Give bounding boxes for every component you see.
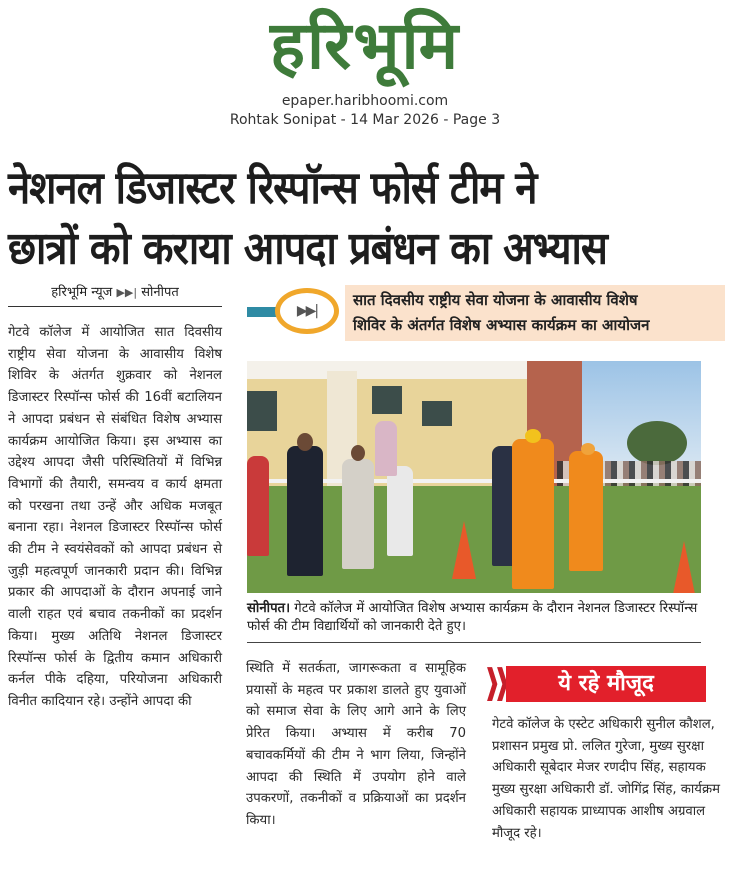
photo-helmet xyxy=(581,443,595,455)
photo-person xyxy=(375,421,397,476)
photo-window xyxy=(247,391,277,431)
headline-line-2: छात्रों को कराया आपदा प्रबंधन का अभ्यास xyxy=(8,222,607,275)
byline xyxy=(8,284,222,307)
photo-person xyxy=(287,446,323,576)
photo-helmet xyxy=(525,429,541,443)
double-chevron-icon: ⟫ xyxy=(484,661,502,705)
fast-forward-icon: ▶▶| xyxy=(116,286,138,299)
photo-person-head xyxy=(297,433,313,451)
photo-caption xyxy=(247,600,701,643)
subheadline-text xyxy=(345,285,725,341)
photo-person xyxy=(387,466,413,556)
photo-traffic-cone xyxy=(452,521,476,579)
article-headline xyxy=(8,158,722,279)
photo-person xyxy=(247,456,269,556)
caption-text: गेटवे कॉलेज में आयोजित विशेष अभ्यास कार्यक्रम के दौरान नेशनल डिजास्टर रिस्पॉन्स फोर्स की टीम विद्यार्थियों को जानकारी देते हुए। xyxy=(247,601,698,634)
byline-source: हरिभूमि न्यूज xyxy=(51,285,113,300)
masthead xyxy=(0,0,730,135)
fast-forward-icon: ▶▶| xyxy=(275,288,339,334)
photo-person xyxy=(342,459,374,569)
subheadline-line-2: शिविर के अंतर्गत विशेष अभ्यास कार्यक्रम का आयोजन xyxy=(353,316,650,334)
photo-tree xyxy=(627,421,687,465)
present-list-text: गेटवे कॉलेज के एस्टेट अधिकारी सुनील कौशल, प्रशासन प्रमुख प्रो. ललित गुरेजा, मुख्य सुरक्षा अधिकारी सूबेदार मेजर रणदीप सिंह, सहायक मुख्य सुरक्षा अधिकारी डॉ. जोगिंद्र सिंह, कार्यक्रम अधिकारी सहायक प्राध्यापक आशीष अग्रवाल मौजूद रहे। xyxy=(492,717,720,841)
photo-ndrf-member xyxy=(512,439,554,589)
photo-window xyxy=(372,386,402,414)
present-header xyxy=(484,662,724,706)
present-title: ये रहे मौजूद xyxy=(506,666,706,702)
article-column-1: गेटवे कॉलेज में आयोजित सात दिवसीय राष्ट्रीय सेवा योजना के आवासीय विशेष शिविर के अंतर्गत शुक्रवार को नेशनल डिजास्टर रिस्पॉन्स फोर्स की 16वीं बटालियन ने आपदा प्रबंधन से संबंधित विशेष अभ्यास कार्यक्रम आयोजित किया। इस अभ्यास का उद्देश्य आपदा जैसी परिस्थितियों में विभिन्न विभागों की तैयारी, समन्वय व कार्य क्षमता को परखना तथा उन्हें और अधिक मजबूत बनाना रहा। नेशनल डिजास्टर रिस्पॉन्स फोर्स की टीम ने स्वयंसेवकों को आपदा प्रबंधन से जुड़ी महत्वपूर्ण जानकारी प्रदान की। विभिन्न प्रकार की आपदाओं के दौरान अपनाई जाने वाली राहत एवं बचाव तकनीकों का प्रदर्शन किया। मुख्य अतिथि नेशनल डिजास्टर रिस्पॉन्स फोर्स के द्वितीय कमान अधिकारी कर्नल पीके दहिया, परियोजना अधिकारी विनीत कादियान रहे। उन्होंने आपदा की xyxy=(8,325,222,709)
byline-location: सोनीपत xyxy=(141,285,179,300)
photo-ndrf-member xyxy=(569,451,603,571)
photo-traffic-cone xyxy=(672,541,696,593)
photo-person-head xyxy=(351,445,365,461)
site-url[interactable]: epaper.haribhoomi.com xyxy=(281,93,449,109)
haribhoomi-logo[interactable]: हरिभूमि xyxy=(269,7,461,84)
article-photo xyxy=(247,361,701,593)
caption-location: सोनीपत। xyxy=(247,601,291,616)
subheadline-line-1: सात दिवसीय राष्ट्रीय सेवा योजना के आवासीय विशेष xyxy=(353,291,638,309)
article-column-2: स्थिति में सतर्कता, जागरूकता व सामूहिक प्रयासों के महत्व पर प्रकाश डालते हुए युवाओं को समाज सेवा के लिए आगे आने के लिए प्रेरित किया। अभ्यास में करीब 70 बचावकर्मियों की टीम ने भाग लिया, जिन्होंने आपदा की स्थिति में उपयोग होने वाले उपकरणों, तकनीकों व प्रक्रियाओं का प्रदर्शन किया। xyxy=(246,661,466,828)
subheadline xyxy=(245,283,725,345)
edition-info: Rohtak Sonipat - 14 Mar 2026 - Page 3 xyxy=(229,112,501,128)
headline-line-1: नेशनल डिजास्टर रिस्पॉन्स फोर्स टीम ने xyxy=(8,162,537,214)
photo-window xyxy=(422,401,452,426)
